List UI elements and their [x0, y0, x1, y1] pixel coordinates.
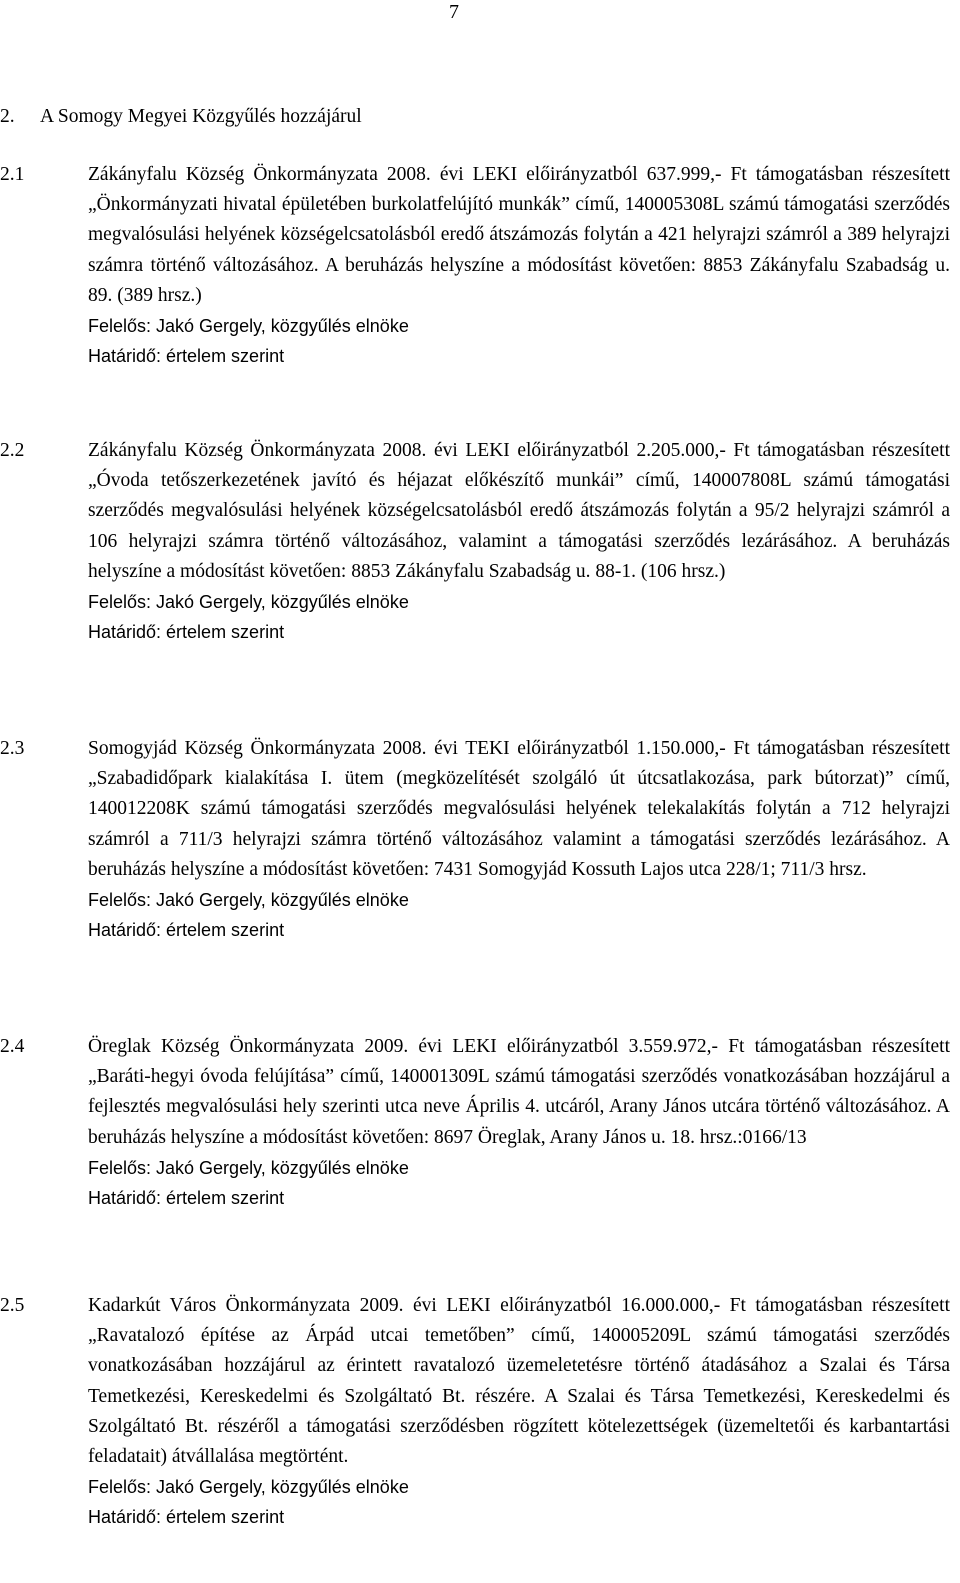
subsection-number: 2.2	[0, 440, 25, 461]
responsible-line: Felelős: Jakó Gergely, közgyűlés elnöke	[88, 316, 409, 337]
responsible-line: Felelős: Jakó Gergely, közgyűlés elnöke	[88, 1157, 409, 1178]
subsection-text: Zákányfalu Község Önkormányzata 2008. évi LEKI előirányzatból 637.999,- Ft támogatásban részesített „Önkormányzati hivatal épületében burkolatfelújító munkák” című, 140005308L számú támogatási szerződés megvalósulási helyének községelcsatolásból eredő átszámozás folytán a 421 helyrajzi számról a 389 helyrajzi számra történő változásához. A beruházás helyszíne a módosítást követően: 8853 Zákányfalu Szabadság u. 89. (389 hrsz.)	[88, 164, 950, 306]
deadline-line: Határidő: értelem szerint	[88, 1507, 285, 1528]
subsection-text: Zákányfalu Község Önkormányzata 2008. évi LEKI előirányzatból 2.205.000,- Ft támogatásban részesített „Óvoda tetőszerkezetének javító és héjazat előkészítő munkái” című, 140007808L számú támogatási szerződés megvalósulási helyének községelcsatolásból eredő átszámozás folytán a 95/2 helyrajzi számról a 106 helyrajzi számra történő változásához, valamint a támogatási szerződés lezárásához. A beruházás helyszíne a módosítást követően: 8853 Zákányfalu Szabadság u. 88-1. (106 hrsz.)	[88, 440, 950, 582]
section-heading-text: A Somogy Megyei Közgyűlés hozzájárul	[40, 106, 362, 127]
page-number: 7	[449, 1, 459, 23]
subsection-number: 2.5	[0, 1295, 25, 1316]
deadline-line: Határidő: értelem szerint	[88, 622, 285, 643]
responsible-line: Felelős: Jakó Gergely, közgyűlés elnöke	[88, 592, 409, 613]
subsection-text: Somogyjád Község Önkormányzata 2008. évi TEKI előirányzatból 1.150.000,- Ft támogatásban részesített „Szabadidőpark kialakítása I. ütem (megközelítését szolgáló út útcsatlakozása, park bútorzat)” című, 140012208K számú támogatási szerződés megvalósulási helyének telekalakítás folytán a 712 helyrajzi számról a 711/3 helyrajzi számra történő változásához valamint a támogatási szerződés lezárásához. A beruházás helyszíne a módosítást követően: 7431 Somogyjád Kossuth Lajos utca 228/1; 711/3 hrsz.	[88, 738, 950, 880]
responsible-line: Felelős: Jakó Gergely, közgyűlés elnöke	[88, 890, 409, 911]
section-heading-number: 2.	[0, 106, 15, 127]
subsection-text: Kadarkút Város Önkormányzata 2009. évi LEKI előirányzatból 16.000.000,- Ft támogatásban részesített „Ravatalozó építése az Árpád utcai temetőben” című, 140005209L számú támogatási szerződés vonatkozásában hozzájárul az érintett ravatalozó üzemeletetésre történő átadásához a Szalai és Társa Temetkezési, Kereskedelmi és Szolgáltató Bt. részére. A Szalai és Társa Temetkezési, Kereskedelmi és Szolgáltató Bt. részéről a támogatási szerződésben rögzített kötelezettségek (üzemeltetői és karbantartási feladatait) átvállalása megtörtént.	[88, 1295, 950, 1468]
subsection-number: 2.4	[0, 1036, 25, 1057]
deadline-line: Határidő: értelem szerint	[88, 920, 285, 941]
responsible-line: Felelős: Jakó Gergely, közgyűlés elnöke	[88, 1477, 409, 1498]
subsection-number: 2.1	[0, 164, 25, 185]
deadline-line: Határidő: értelem szerint	[88, 1188, 285, 1209]
subsection-text: Öreglak Község Önkormányzata 2009. évi LEKI előirányzatból 3.559.972,- Ft támogatásban részesített „Baráti-hegyi óvoda felújítása” című, 140001309L számú támogatási szerződés vonatkozásában hozzájárul a fejlesztés megvalósulási hely szerinti utca neve Április 4. utcáról, Arany János utcára történő változásához. A beruházás helyszíne a módosítást követően: 8697 Öreglak, Arany János u. 18. hrsz.:0166/13	[88, 1036, 950, 1148]
deadline-line: Határidő: értelem szerint	[88, 346, 285, 367]
subsection-number: 2.3	[0, 738, 25, 759]
